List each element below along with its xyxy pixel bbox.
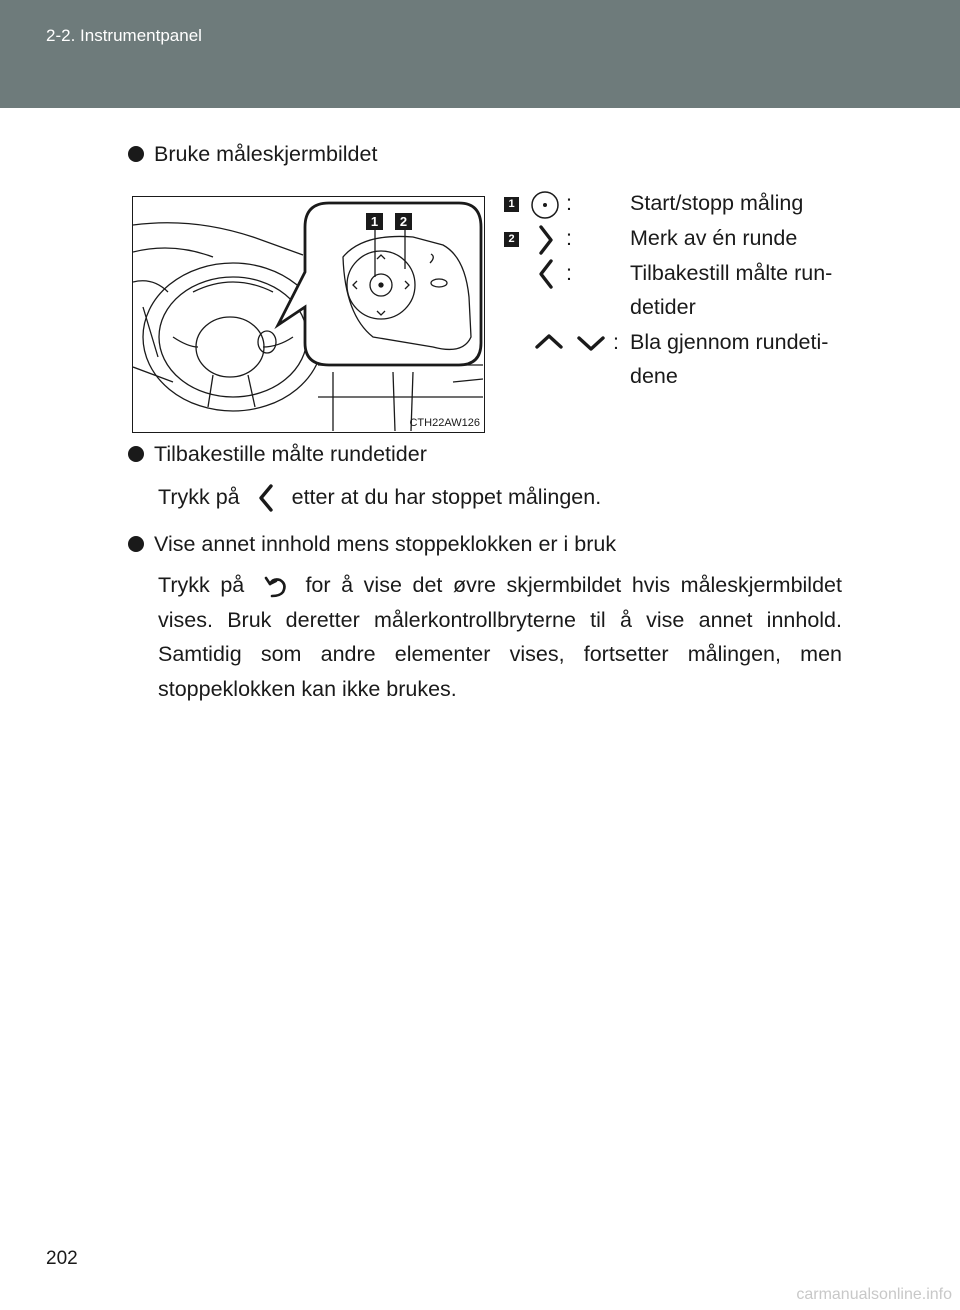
steering-wheel-illustration [133, 197, 483, 431]
center-dot-icon [528, 188, 562, 222]
bullet-icon [128, 446, 144, 462]
bullet-icon [128, 146, 144, 162]
other-paragraph: Trykk på for å vise det øvre skjermbildet hvis måleskjermbildet vises. Bruk deretter målerkontrollbryterne til å vise annet innhold. Samtidig som andre elementer vises, fortsetter målingen, men stoppeklokken kan ikke brukes. [158, 573, 842, 701]
chevron-left-icon [536, 258, 556, 290]
legend-colon-3: : [566, 261, 572, 285]
legend-desc-4: Bla gjennom rundeti-dene [630, 330, 829, 388]
reset-paragraph: Trykk på etter at du har stoppet målingen. [158, 480, 842, 515]
legend-colon-2: : [566, 226, 572, 250]
heading-reset: Tilbakestille målte rundetider [128, 441, 427, 468]
bullet-icon [128, 536, 144, 552]
figure-code: CTH22AW126 [409, 417, 480, 429]
callout-1: 1 [370, 214, 379, 229]
heading-display: Bruke måleskjermbildet [128, 141, 377, 168]
legend-desc-1: Start/stopp måling [630, 191, 804, 215]
legend-colon-4: : [613, 330, 619, 354]
legend-badge-2: 2 [504, 232, 519, 247]
page-header [0, 0, 960, 108]
legend-desc-3: Tilbakestill målte run-detider [630, 261, 833, 319]
steering-wheel-figure [132, 196, 485, 433]
page-number: 202 [46, 1248, 78, 1269]
heading-other: Vise annet innhold mens stoppeklokken er i bruk [128, 531, 616, 558]
callout-2: 2 [399, 214, 408, 229]
legend-badge-1: 1 [504, 197, 519, 212]
legend-desc-2: Merk av én runde [630, 226, 798, 250]
watermark: carmanualsonline.info [796, 1286, 952, 1303]
chevron-right-icon [536, 224, 556, 256]
section-title: 2-2. Instrumentpanel [46, 26, 202, 45]
return-arrow-icon [255, 572, 295, 600]
legend-colon-1: : [566, 191, 572, 215]
chevron-up-down-icon [534, 332, 610, 354]
chevron-left-icon [246, 483, 286, 513]
